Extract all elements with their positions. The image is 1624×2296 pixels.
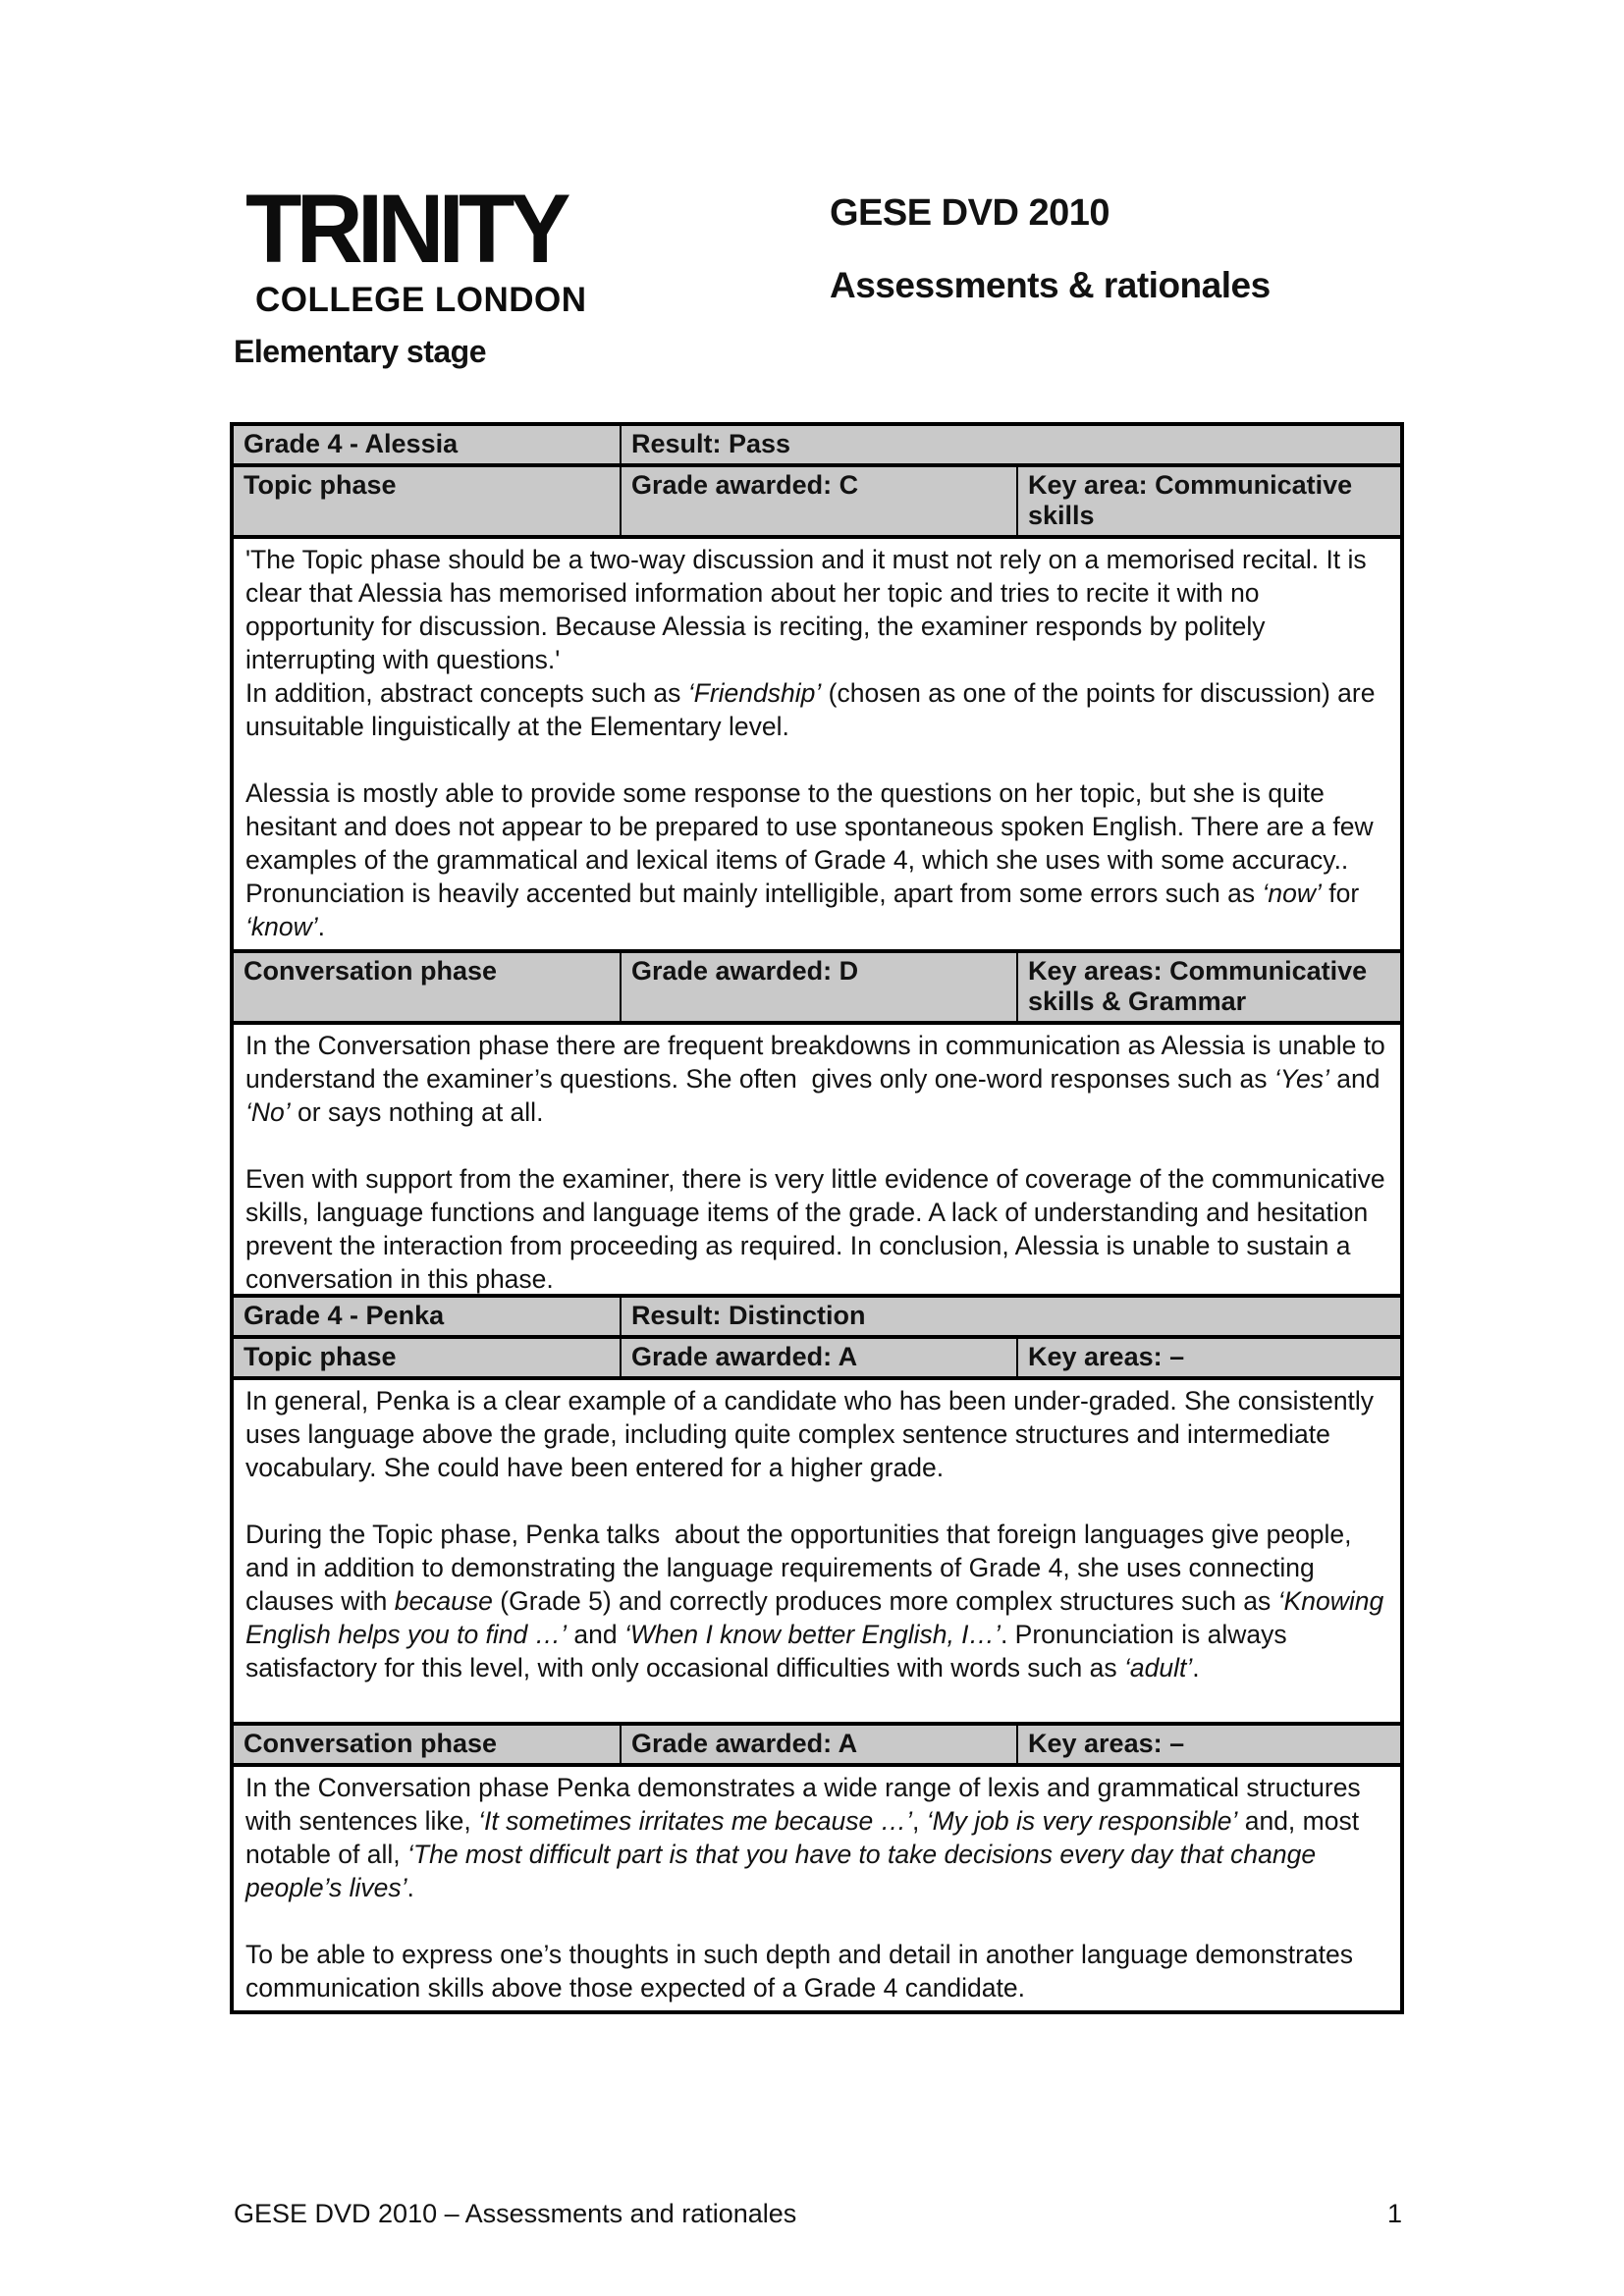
paragraph: Even with support from the examiner, there is very little evidence of coverage of the communicative skills, language functions and language items of the grade. A lack of understanding and hesitation prevent the interaction from proceeding as required. In conclusion, Alessia is unable to sustain a conversation in this phase. <box>245 1164 1393 1294</box>
paragraph: To be able to express one’s thoughts in such depth and detail in another language demonstrates communication skills above those expected of a Grade 4 candidate. <box>245 1940 1361 2002</box>
document-subtitle: Assessments & rationales <box>830 265 1271 305</box>
paragraph: Alessia is mostly able to provide some response to the questions on her topic, but she is quite hesitant and does not appear to be prepared to use spontaneous spoken English. There are a few examples of the grammatical and lexical items of Grade 4, which she uses with some accuracy.. Pronunciation is heavily accented but mainly intelligible, apart from some errors such as ‘now’ for ‘know’. <box>245 778 1381 941</box>
paragraph <box>245 1129 1388 1162</box>
grade-awarded-cell: Grade awarded: D <box>621 951 1017 1023</box>
grade-awarded-cell: Grade awarded: C <box>621 465 1017 537</box>
table-row <box>232 951 1402 1023</box>
table-row <box>232 1724 1402 1765</box>
table-row <box>232 1337 1402 1378</box>
rationale-text-cell <box>232 1765 1402 2012</box>
paragraph: In the Conversation phase Penka demonstrates a wide range of lexis and grammatical structures with sentences like, ‘It sometimes irritates me because …’, ‘My job is very responsible’ and, most notable of all, ‘The most difficult part is that you have to take decisions every day that change people’s lives’. <box>245 1773 1369 1902</box>
table-row <box>232 1296 1402 1337</box>
result-cell: Result: Pass <box>621 424 1402 465</box>
footer-title: GESE DVD 2010 – Assessments and rationales <box>234 2199 797 2228</box>
candidate-title-cell: Grade 4 - Alessia <box>232 424 621 465</box>
rationale-text-cell <box>232 537 1402 951</box>
phase-cell: Conversation phase <box>232 951 621 1023</box>
grade-awarded-cell: Grade awarded: A <box>621 1337 1017 1378</box>
document-title-block <box>830 192 1271 306</box>
rationale-text-cell <box>232 1023 1402 1304</box>
phase-cell: Topic phase <box>232 1337 621 1378</box>
key-areas-cell: Key areas: – <box>1017 1724 1402 1765</box>
paragraph: In the Conversation phase there are frequent breakdowns in communication as Alessia is unable to understand the examiner’s questions. She often gives only one-word responses such as ‘Yes’ and ‘No’ or says nothing at all. <box>245 1031 1393 1127</box>
footer-page-number: 1 <box>1386 2199 1402 2228</box>
key-areas-cell: Key areas: – <box>1017 1337 1402 1378</box>
section-heading: Elementary stage <box>234 334 487 369</box>
paragraph <box>245 1904 1388 1938</box>
trinity-logo <box>245 174 587 320</box>
trinity-logo-wordmark: TRINITY <box>245 174 566 283</box>
phase-cell: Conversation phase <box>232 1724 621 1765</box>
paragraph: In addition, abstract concepts such as ‘Friendship’ (chosen as one of the points for discussion) are unsuitable linguistically at the Elementary level. <box>245 678 1382 741</box>
table-row <box>232 537 1402 951</box>
table-row <box>232 465 1402 537</box>
paragraph: In general, Penka is a clear example of a candidate who has been under-graded. She consistently uses language above the grade, including quite complex sentence structures and intermediate vocabulary. She could have been entered for a higher grade. <box>245 1386 1381 1482</box>
key-areas-cell: Key areas: Communicative skills & Grammar <box>1017 951 1402 1023</box>
paragraph <box>245 743 1388 776</box>
table-row <box>232 424 1402 465</box>
trinity-logo-subtitle: COLLEGE LONDON <box>255 281 587 319</box>
paragraph: 'The Topic phase should be a two-way discussion and it must not rely on a memorised recital. It is clear that Alessia has memorised information about her topic and tries to recite it with no opportunity for discussion. Because Alessia is reciting, the examiner responds by politely interrupting with questions.' <box>245 545 1375 674</box>
document-title: GESE DVD 2010 <box>830 192 1110 234</box>
result-cell: Result: Distinction <box>621 1296 1402 1337</box>
table-row <box>232 1023 1402 1304</box>
candidate-title-cell: Grade 4 - Penka <box>232 1296 621 1337</box>
assessment-table-alessia <box>230 422 1404 1306</box>
grade-awarded-cell: Grade awarded: A <box>621 1724 1017 1765</box>
phase-cell: Topic phase <box>232 465 621 537</box>
paragraph: During the Topic phase, Penka talks about the opportunities that foreign languages give people, and in addition to demonstrating the language requirements of Grade 4, she uses connecting clauses with because (Grade 5) and correctly produces more complex structures such as ‘Knowing English helps you to find …’ and ‘When I know better English, I…’. Pronunciation is always satisfactory for this level, with only occasional difficulties with words such as ‘adult’. <box>245 1520 1391 1682</box>
rationale-text-cell <box>232 1378 1402 1724</box>
assessment-table-penka <box>230 1294 1404 2014</box>
page-footer <box>234 2199 1402 2229</box>
paragraph <box>245 1484 1388 1518</box>
table-row <box>232 1765 1402 2012</box>
key-areas-cell: Key area: Communicative skills <box>1017 465 1402 537</box>
table-row <box>232 1378 1402 1724</box>
